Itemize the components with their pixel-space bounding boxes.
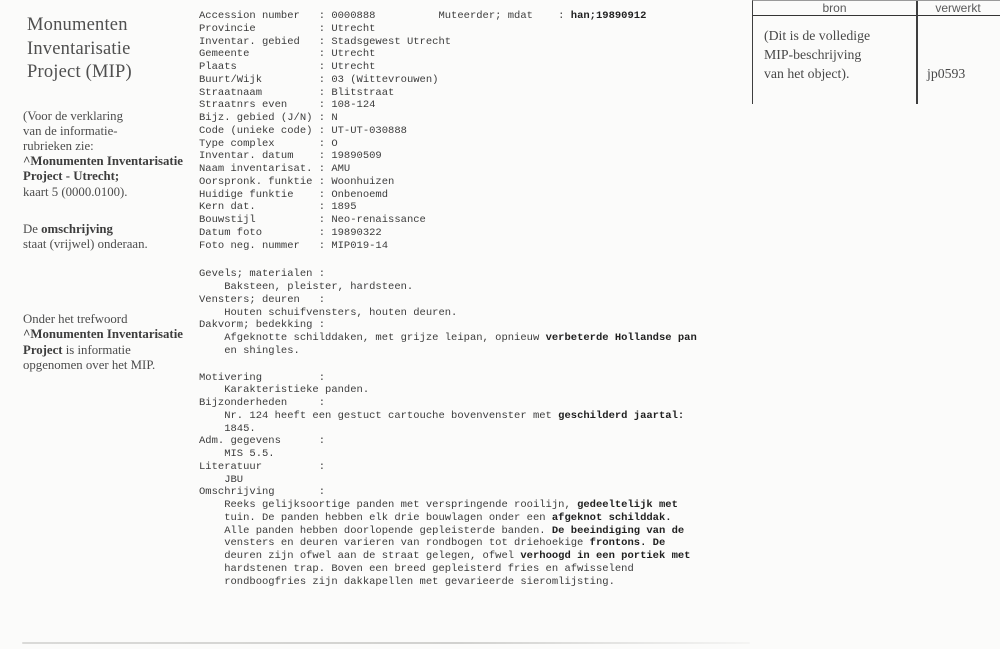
field-label: Naam inventarisat. (199, 163, 313, 175)
bron-note-line: MIP-beschrijving (764, 47, 862, 62)
field-label: Bouwstijl (199, 214, 256, 226)
field-row: Gemeente : Utrecht (199, 48, 376, 61)
section-line: 1845. (224, 422, 256, 435)
section-line: tuin. De panden hebben elk drie bouwlagen onder een afgeknot schilddak. (224, 511, 672, 524)
field-value: 03 (Wittevrouwen) (331, 73, 439, 86)
note-line: Project - Utrecht; (23, 169, 120, 184)
field-row: Straatnaam : Blitstraat (199, 86, 395, 99)
field-row: Oorspronk. funktie : Woonhuizen (199, 175, 395, 188)
field-value: Stadsgewest Utrecht (331, 35, 452, 48)
field-label: Code (unieke code) (199, 124, 313, 137)
field-row: Accession number : 0000888 Muteerder; mdat : han;19890912 (199, 10, 647, 22)
field-label: Bijz. gebied (J/N) (199, 112, 313, 124)
field-label: Gemeente (199, 48, 250, 61)
stamp-body (753, 16, 1000, 83)
sidebar (23, 14, 201, 373)
field-label: Straatnrs even (199, 99, 288, 112)
note-line: van de informatie- (23, 123, 118, 138)
section-header-row: Adm. gegevens : (199, 435, 326, 448)
section-line: deuren zijn ofwel aan de straat gelegen, ofwel verhoogd in een portiek met (224, 550, 691, 562)
note-line: staat (vrijwel) onderaan. (23, 236, 148, 251)
field-label: Plaats (199, 61, 237, 73)
section-line: MIS 5.5. (224, 448, 275, 460)
field-value: UT-UT-030888 (331, 124, 407, 137)
note-line: ^Monumenten Inventarisatie (23, 327, 183, 342)
field-row: Huidige funktie : Onbenoemd (199, 188, 389, 201)
stamp-header-row (753, 1, 1000, 16)
field-label: Inventar. datum (199, 150, 294, 163)
field-label: Straatnaam (199, 86, 263, 99)
section-line: Afgeknotte schilddaken, met grijze leipan, opnieuw verbeterde Hollandse pan (224, 332, 697, 344)
materials-sections (199, 268, 739, 357)
field-value: O (331, 137, 338, 150)
section-line: rondboogfries zijn dakkapellen met gevarieerde sieromlijsting. (224, 575, 615, 588)
field-row: Datum foto : 19890322 (199, 226, 382, 239)
field-label: Oorspronk. funktie (199, 175, 313, 188)
section-header: Motivering (199, 371, 263, 384)
section-header-row: Vensters; deuren : (199, 293, 326, 306)
field-row: Type complex : O (199, 137, 338, 150)
section-header: Omschrijving (199, 486, 275, 499)
note-line: De omschrijving (23, 221, 113, 236)
field-value: Onbenoemd (331, 188, 389, 201)
section-header-row: Motivering : (199, 371, 326, 384)
title-line: Project (MIP) (27, 62, 132, 82)
note-line: opgenomen over het MIP. (23, 357, 156, 372)
note-line: rubrieken zie: (23, 138, 94, 153)
note-line: Project is informatie (23, 342, 131, 357)
field-value: 0000888 (331, 10, 376, 22)
section-line: hardstenen trap. Boven een breed gepleisterd fries en afwisselend (224, 562, 634, 575)
stamp-column-divider (916, 1, 918, 104)
section-line: vensters en deuren varieren van rondbogen tot driehoekige frontons. De (224, 537, 666, 550)
field-row: Foto neg. nummer : MIP019-14 (199, 239, 389, 252)
section-line: Reeks gelijksoortige panden met verspringende rooilijn, gedeeltelijk met (224, 499, 678, 511)
muteerder-field: Muteerder; mdat : han;19890912 (438, 10, 647, 22)
field-row: Inventar. gebied : Stadsgewest Utrecht (199, 35, 452, 48)
field-label: Type complex (199, 137, 275, 150)
section-line: Alle panden hebben doorlopende gepleisterde banden. De beeindiging van de (224, 524, 685, 537)
field-label: Buurt/Wijk (199, 73, 263, 86)
field-label: Provincie (199, 22, 256, 35)
sidebar-note-trefwoord (23, 312, 201, 373)
note-line: ^Monumenten Inventarisatie (23, 154, 183, 169)
section-header: Adm. gegevens (199, 435, 281, 448)
verwerkt-cell (916, 16, 1000, 83)
field-value: 1895 (331, 201, 357, 214)
field-label: Muteerder; mdat (438, 10, 533, 22)
field-value: Utrecht (331, 61, 376, 73)
section-header-row: Omschrijving : (199, 486, 326, 499)
section-line: Nr. 124 heeft een gestuct cartouche bovenvenster met geschilderd jaartal: (224, 409, 685, 422)
section-line: Karakteristieke panden. (224, 384, 370, 397)
field-label: Huidige funktie (199, 188, 294, 201)
bron-note-line: van het object). (764, 66, 850, 81)
page-title (27, 14, 201, 85)
field-row: Bouwstijl : Neo-renaissance (199, 214, 426, 226)
field-row: Buurt/Wijk : 03 (Wittevrouwen) (199, 73, 439, 86)
section-header: Gevels; materialen (199, 268, 313, 281)
field-row: Provincie : Utrecht (199, 22, 376, 35)
field-value: Utrecht (331, 22, 376, 35)
sidebar-note-verklaring (23, 109, 201, 200)
section-header-row: Literatuur : (199, 460, 326, 473)
section-header: Vensters; deuren (199, 293, 300, 306)
section-header: Literatuur (199, 460, 263, 473)
title-line: Inventarisatie (27, 38, 131, 59)
page-edge-artifact (22, 642, 750, 644)
field-label: Accession number (199, 10, 300, 22)
field-row: Inventar. datum : 19890509 (199, 150, 382, 163)
section-header-row: Gevels; materialen : (199, 268, 326, 281)
field-value: Neo-renaissance (331, 214, 426, 226)
record-block (199, 10, 739, 588)
field-value: Woonhuizen (331, 175, 395, 188)
field-value: Utrecht (331, 48, 376, 61)
field-label: Kern dat. (199, 201, 256, 214)
section-line: Houten schuifvensters, houten deuren. (224, 306, 458, 319)
field-row: Plaats : Utrecht (199, 61, 376, 73)
section-header-row: Dakvorm; bedekking : (199, 319, 326, 332)
sidebar-note-omschrijving (23, 222, 201, 252)
field-label: Foto neg. nummer (199, 239, 300, 252)
field-row: Naam inventarisat. : AMU (199, 163, 351, 175)
section-header-row: Bijzonderheden : (199, 397, 326, 409)
section-line: en shingles. (224, 344, 300, 357)
field-row: Code (unieke code) : UT-UT-030888 (199, 124, 407, 137)
stamp-table (752, 0, 1000, 104)
note-line: (Voor de verklaring (23, 108, 123, 123)
bron-note (753, 16, 916, 83)
title-line: Monumenten (27, 15, 128, 35)
note-line: kaart 5 (0000.0100). (23, 184, 128, 199)
field-row: Straatnrs even : 108-124 (199, 99, 376, 112)
field-row: Bijz. gebied (J/N) : N (199, 112, 338, 124)
field-row: Kern dat. : 1895 (199, 201, 357, 214)
field-value: N (331, 112, 338, 124)
section-header: Dakvorm; bedekking (199, 319, 313, 332)
section-line: JBU (224, 473, 244, 486)
note-line: Onder het trefwoord (23, 312, 128, 327)
processor-code: jp0593 (927, 66, 966, 81)
field-value: 19890509 (331, 150, 382, 163)
field-value: han;19890912 (570, 10, 647, 22)
field-value: Blitstraat (331, 86, 395, 99)
bron-column-header: bron (822, 1, 847, 15)
section-header: Bijzonderheden (199, 397, 288, 409)
description-sections (199, 372, 739, 589)
section-line: Baksteen, pleister, hardsteen. (224, 281, 414, 293)
verwerkt-column-header: verwerkt (935, 1, 981, 15)
field-value: MIP019-14 (331, 239, 389, 252)
field-label: Inventar. gebied (199, 35, 300, 48)
field-label: Datum foto (199, 226, 263, 239)
field-value: 108-124 (331, 99, 376, 112)
field-value: AMU (331, 163, 351, 175)
field-value: 19890322 (331, 226, 382, 239)
bron-note-line: (Dit is de volledige (764, 28, 871, 43)
